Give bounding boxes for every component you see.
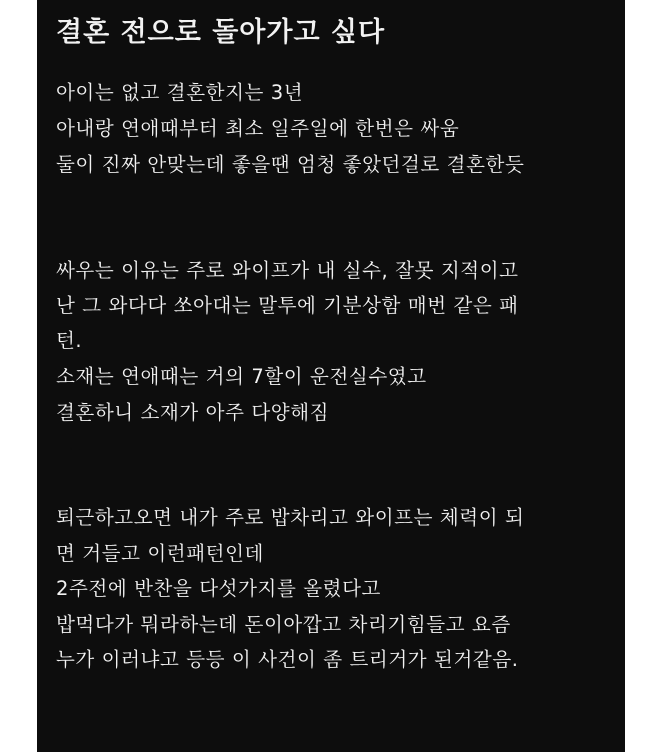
post-line-14: 밥먹다가 뭐라하는데 돈이아깝고 차리기힘들고 요즘 [56, 613, 511, 636]
post-line-11: 퇴근하고오면 내가 주로 밥차리고 와이프는 체력이 되 [56, 506, 525, 529]
post-line-1: 아이는 없고 결혼한지는 3년 [56, 81, 304, 104]
post-title: 결혼 전으로 돌아가고 싶다 [56, 17, 386, 48]
post-line-8: 소재는 연애때는 거의 7할이 운전실수였고 [56, 365, 427, 388]
post-panel [37, 0, 625, 752]
post-line-3: 둘이 진짜 안맞는데 좋을땐 엄청 좋았던걸로 결혼한듯 [56, 153, 525, 176]
post-line-5: 싸우는 이유는 주로 와이프가 내 실수, 잘못 지적이고 [56, 259, 519, 282]
post-line-13: 2주전에 반찬을 다섯가지를 올렸다고 [56, 577, 381, 600]
post-line-6: 난 그 와다다 쏘아대는 말투에 기분상함 매번 같은 패 [56, 294, 519, 317]
post-line-15: 누가 이러냐고 등등 이 사건이 좀 트리거가 된거같음. [56, 648, 519, 671]
post-line-12: 면 거들고 이런패턴인데 [56, 542, 264, 565]
post-line-9: 결혼하니 소재가 아주 다양해짐 [56, 401, 330, 424]
post-line-7: 턴. [56, 329, 83, 352]
post-line-2: 아내랑 연애때부터 최소 일주일에 한번은 싸움 [56, 117, 460, 140]
